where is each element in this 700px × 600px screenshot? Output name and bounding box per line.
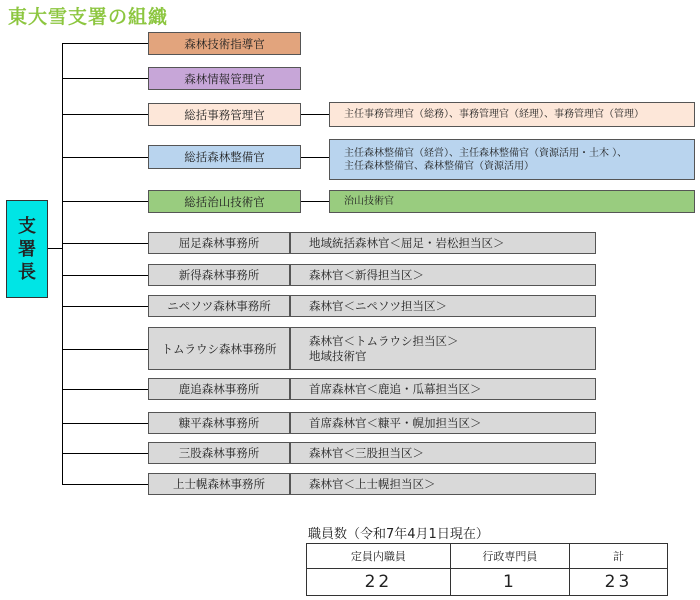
- table-cell: 22: [307, 569, 451, 596]
- office-kamishihoro-detail: [290, 473, 596, 495]
- office-shikaoi-detail: [290, 378, 596, 400]
- post-info-management: 森林情報管理官: [148, 67, 301, 90]
- detail-line: 森林官＜ニペソツ担当区＞: [309, 298, 447, 313]
- detail-connector: [301, 114, 329, 115]
- staff-count-caption: 職員数（令和7年4月1日現在）: [308, 527, 489, 542]
- detail-connector: [301, 157, 329, 158]
- office-nipesotsu-detail: [290, 295, 596, 317]
- office-connector: [62, 484, 148, 485]
- office-tomuraushi: トムラウシ森林事務所: [148, 327, 290, 370]
- office-kuttari: 屈足森林事務所: [148, 232, 290, 254]
- staff-count-table: [306, 543, 668, 596]
- post-forestry-guidance: 森林技術指導官: [148, 32, 301, 55]
- office-shikaoi: 鹿追森林事務所: [148, 378, 290, 400]
- chief-char: 支: [18, 215, 36, 237]
- post-general-affairs: 総括事務管理官: [148, 103, 301, 126]
- office-connector: [62, 275, 148, 276]
- office-kuttari-detail: [290, 232, 596, 254]
- table-header: 行政専門員: [450, 544, 569, 569]
- office-shintoku: 新得森林事務所: [148, 264, 290, 286]
- office-connector: [62, 423, 148, 424]
- chief-stub-line: [48, 248, 62, 249]
- page-title: 東大雪支署の組織: [8, 6, 169, 28]
- detail-line: 主任事務管理官（総務）、事務管理官（経理）、事務管理官（管理）: [344, 109, 644, 120]
- post-connector: [62, 157, 148, 158]
- post-connector: [62, 43, 148, 44]
- office-mitsumata: 三股森林事務所: [148, 442, 290, 464]
- maintenance-detail: [329, 139, 695, 180]
- table-cell: 23: [569, 569, 667, 596]
- chief-char: 長: [18, 261, 36, 283]
- detail-line: 地域技術官: [309, 348, 367, 363]
- table-header: 計: [569, 544, 667, 569]
- table-header-row: [307, 544, 668, 569]
- post-connector: [62, 114, 148, 115]
- office-nukabira: 糠平森林事務所: [148, 412, 290, 434]
- chief-char: 署: [18, 238, 36, 260]
- office-nukabira-detail: [290, 412, 596, 434]
- office-connector: [62, 453, 148, 454]
- office-kamishihoro: 上士幌森林事務所: [148, 473, 290, 495]
- table-row: [307, 569, 668, 596]
- office-shintoku-detail: [290, 264, 596, 286]
- detail-line: 地域統括森林官＜屈足・岩松担当区＞: [309, 235, 505, 250]
- detail-line: 森林官＜新得担当区＞: [309, 267, 424, 282]
- detail-line: 首席森林官＜鹿追・瓜幕担当区＞: [309, 381, 482, 396]
- office-nipesotsu: ニペソツ森林事務所: [148, 295, 290, 317]
- detail-line: 治山技術官: [344, 196, 394, 207]
- erosion-control-detail: [329, 190, 695, 213]
- table-cell: 1: [450, 569, 569, 596]
- post-connector: [62, 78, 148, 79]
- office-connector: [62, 389, 148, 390]
- detail-line: 首席森林官＜糠平・幌加担当区＞: [309, 415, 482, 430]
- office-connector: [62, 243, 148, 244]
- branch-chief-box: [6, 200, 48, 298]
- org-trunk-line: [62, 43, 63, 485]
- detail-line: 森林官＜トムラウシ担当区＞: [309, 333, 459, 348]
- detail-connector: [301, 201, 329, 202]
- detail-line: 主任森林整備官（経営）、主任森林整備官（資源活用・土木 ）、: [344, 147, 628, 159]
- office-mitsumata-detail: [290, 442, 596, 464]
- post-erosion-control: 総括治山技術官: [148, 190, 301, 213]
- detail-line: 森林官＜上士幌担当区＞: [309, 476, 436, 491]
- detail-line: 主任森林整備官、森林整備官（資源活用）: [344, 160, 534, 172]
- office-connector: [62, 349, 148, 350]
- office-tomuraushi-detail: [290, 327, 596, 370]
- table-header: 定員内職員: [307, 544, 451, 569]
- office-connector: [62, 306, 148, 307]
- post-maintenance: 総括森林整備官: [148, 145, 301, 169]
- general-affairs-detail: [329, 102, 695, 127]
- post-connector: [62, 201, 148, 202]
- detail-line: 森林官＜三股担当区＞: [309, 445, 424, 460]
